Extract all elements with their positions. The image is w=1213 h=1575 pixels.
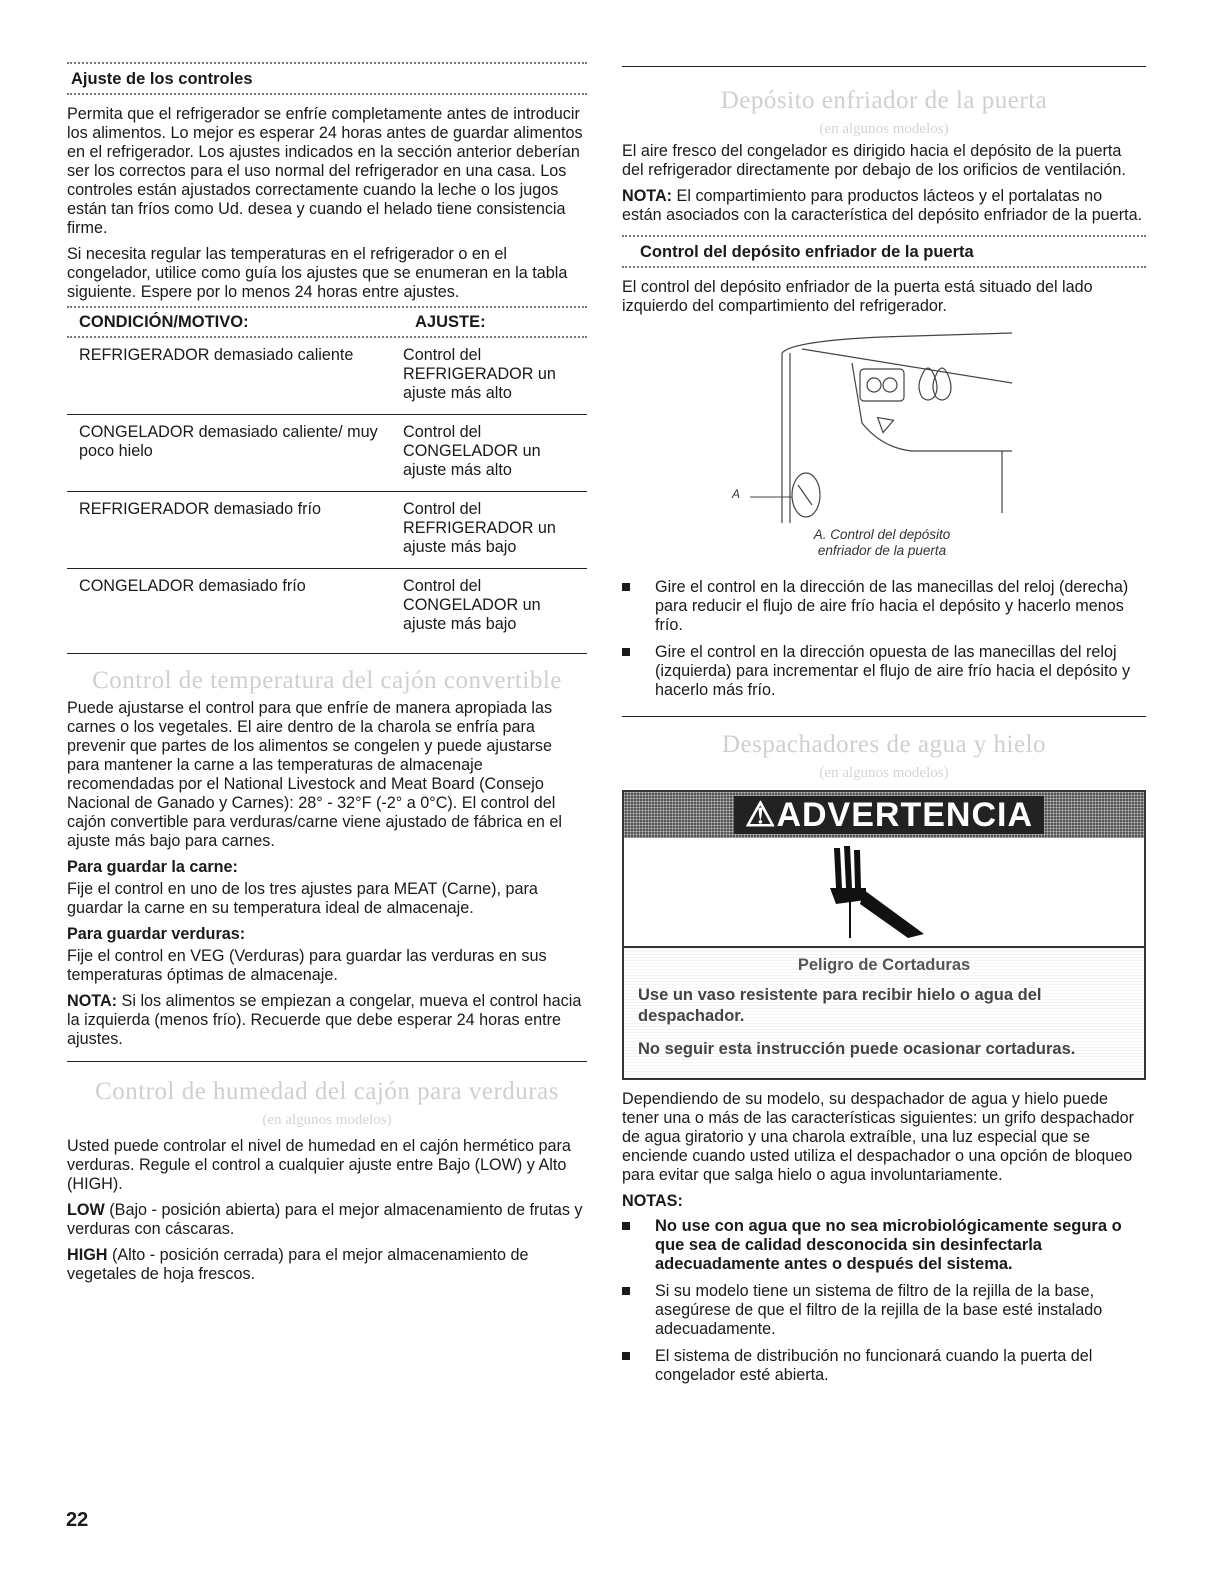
- bullet-icon: [622, 1222, 630, 1230]
- condition-cell: CONGELADOR demasiado frío: [79, 577, 306, 595]
- bullet-icon: [622, 583, 630, 591]
- door-note-text: El compartimiento para productos lácteos y el portalatas no están asociados con la característica del depósito enfriador de la puerta.: [622, 187, 1143, 224]
- section-rule: [622, 716, 1146, 717]
- figure-marker: A: [732, 487, 741, 501]
- warning-banner: [624, 792, 1144, 838]
- dispenser-paragraph: Dependiendo de su modelo, su despachador de agua y hielo puede tener una o más de las características siguientes: un grifo despachador de agua giratorio y una charola extraíble, una luz especial que se enciende cuando usted utiliza el despachador o una opción de bloqueo para evitar que salga hielo o agua involuntariamente.: [622, 1090, 1134, 1184]
- warning-text: No seguir esta instrucción puede ocasionar cortaduras.: [638, 1040, 1076, 1058]
- section-rule: [67, 653, 587, 654]
- table-row: [67, 415, 587, 492]
- warning-text: Use un vaso resistente para recibir hielo o agua del despachador.: [638, 986, 1042, 1025]
- note-text: Si los alimentos se empiezan a congelar, mueva el control hacia la izquierda (menos frío). Recuerde que debe esperar 24 horas entre ajustes.: [67, 992, 582, 1048]
- controls-heading: Ajuste de los controles: [71, 70, 253, 88]
- list-item: Gire el control en la dirección de las manecillas del reloj (derecha) para reducir el flujo de aire frío hacia el depósito y hacerlo menos frío.: [622, 578, 1146, 635]
- meat-text: Fije el control en uno de los tres ajustes para MEAT (Carne), para guardar la carne en su temperatura ideal de almacenaje.: [67, 880, 538, 917]
- humidity-paragraph: Usted puede controlar el nivel de humedad en el cajón hermético para verduras. Regule el control a cualquier ajuste entre Bajo (LOW) y Alto (HIGH).: [67, 1137, 571, 1193]
- section-rule: [622, 66, 1146, 67]
- low-label: LOW: [67, 1201, 105, 1219]
- page-number: 22: [66, 1509, 89, 1531]
- table-row: [67, 569, 587, 646]
- humidity-subheading: (en algunos modelos): [262, 1112, 392, 1128]
- figure-caption: [732, 527, 1032, 559]
- refrigerator-door-bin-illustration: [622, 323, 1146, 543]
- convertible-paragraph: Puede ajustarse el control para que enfríe de manera apropiada las carnes o los vegetales. El aire dentro de la charola se enfría para prevenir que partes de los alimentos se congelen y puede ajustarse para mantener la carne a las temperaturas de almacenaje recomendadas por el National Livestock and Meat Board (Consejo Nacional de Ganado y Carnes): 28° - 32°F (-2° a 0°C). El control del cajón convertible para verduras/carne viene ajustado de fábrica en el ajuste más bajo para carnes.: [67, 699, 562, 850]
- left-column: [67, 62, 587, 1291]
- humidity-heading: Control de humedad del cajón para verduras: [95, 1078, 559, 1105]
- bullet-icon: [622, 1352, 630, 1360]
- divider: [67, 93, 587, 95]
- veg-text: Fije el control en VEG (Verduras) para guardar las verduras en sus temperaturas óptimas de almacenaje.: [67, 947, 547, 984]
- warning-box: [622, 790, 1146, 1080]
- setting-cell: Control del REFRIGERADOR un ajuste más bajo: [379, 492, 587, 569]
- warning-body: [624, 948, 1144, 1078]
- condition-cell: REFRIGERADOR demasiado caliente: [67, 338, 379, 415]
- notes-bullets: [622, 1217, 1146, 1385]
- high-label: HIGH: [67, 1246, 108, 1264]
- door-bin-figure: [622, 323, 1146, 568]
- figure-caption-line: enfriador de la puerta: [817, 543, 947, 558]
- list-item: Si su modelo tiene un sistema de filtro de la rejilla de la base, asegúrese de que el filtro de la rejilla de la base esté instalado adecuadamente.: [622, 1282, 1146, 1339]
- setting-cell: Control del CONGELADOR un ajuste más alto: [379, 415, 587, 492]
- low-text: (Bajo - posición abierta) para el mejor almacenamiento de frutas y verduras con cáscaras.: [67, 1201, 583, 1238]
- meat-label: Para guardar la carne:: [67, 858, 238, 876]
- condition-cell: CONGELADOR demasiado caliente/ muy poco hielo: [67, 415, 379, 492]
- setting-header: AJUSTE:: [415, 313, 486, 331]
- veg-label: Para guardar verduras:: [67, 925, 246, 943]
- door-control-heading: Control del depósito enfriador de la puerta: [640, 243, 974, 261]
- table-row: [67, 492, 587, 569]
- warning-icon-area: [624, 838, 1144, 948]
- right-column: [622, 66, 1146, 1393]
- note-label: NOTA:: [67, 992, 118, 1010]
- door-bin-heading: Depósito enfriador de la puerta: [720, 87, 1048, 114]
- door-bin-paragraph: El aire fresco del congelador es dirigido hacia el depósito de la puerta del refrigerador directamente por debajo de los orificios de ventilación.: [622, 142, 1126, 179]
- list-item: Gire el control en la dirección opuesta de las manecillas del reloj (izquierda) para incrementar el flujo de aire frío hacia el depósito y hacerlo más frío.: [622, 643, 1146, 700]
- door-note-label: NOTA:: [622, 187, 673, 205]
- list-item: No use con agua que no sea microbiológicamente segura o que sea de calidad desconocida sin desinfectarla adecuadamente antes o después del sistema.: [622, 1217, 1146, 1274]
- dispenser-subheading: (en algunos modelos): [819, 765, 949, 781]
- bullet-icon: [622, 1287, 630, 1295]
- condition-header: CONDICIÓN/MOTIVO:: [79, 313, 249, 331]
- list-item: El sistema de distribución no funcionará cuando la puerta del congelador esté abierta.: [622, 1347, 1146, 1385]
- door-bin-bullets: [622, 578, 1146, 700]
- condition-cell: REFRIGERADOR demasiado frío: [67, 492, 379, 569]
- setting-cell: Control del REFRIGERADOR un ajuste más alto: [379, 338, 587, 415]
- door-note-paragraph: [622, 187, 1146, 225]
- settings-table-header: [67, 308, 587, 336]
- door-bin-subheading: (en algunos modelos): [819, 121, 949, 137]
- setting-cell: Control del CONGELADOR un ajuste más bajo: [403, 577, 541, 633]
- settings-table: [67, 338, 587, 645]
- low-paragraph: [67, 1201, 587, 1239]
- controls-paragraph: Si necesita regular las temperaturas en el refrigerador o en el congelador, utilice como guía los ajustes que se enumeran en la tabla siguiente. Espere por lo menos 24 horas entre ajustes.: [67, 245, 568, 301]
- door-control-paragraph: El control del depósito enfriador de la puerta está situado del lado izquierdo del compartimiento del refrigerador.: [622, 278, 1093, 315]
- table-row: [67, 338, 587, 415]
- bullet-icon: [622, 648, 630, 656]
- notes-label: NOTAS:: [622, 1192, 683, 1210]
- warning-label: ⚠ADVERTENCIA: [734, 796, 1044, 834]
- high-paragraph: [67, 1246, 587, 1284]
- divider: [622, 266, 1146, 268]
- dispenser-heading: Despachadores de agua y hielo: [721, 731, 1047, 758]
- high-text: (Alto - posición cerrada) para el mejor almacenamiento de vegetales de hoja frescos.: [67, 1246, 529, 1283]
- warning-triangle-icon: ⚠: [744, 796, 777, 834]
- cut-hazard-icon: [624, 838, 1144, 946]
- convertible-heading: Control de temperatura del cajón convertible: [92, 667, 562, 694]
- section-rule: [67, 1061, 587, 1062]
- controls-paragraph: Permita que el refrigerador se enfríe completamente antes de introducir los alimentos. Lo mejor es esperar 24 horas antes de guardar alimentos en el refrigerador. Los ajustes indicados en la sección anterior deberían ser los correctos para el uso normal del refrigerador en una casa. Los controles están ajustados correctamente cuando la leche o los jugos están tan fríos como Ud. desea y cuando el helado tiene consistencia firme.: [67, 105, 583, 237]
- figure-caption-line: A. Control del depósito: [813, 527, 951, 542]
- warning-title: Peligro de Cortaduras: [797, 956, 971, 974]
- note-paragraph: [67, 992, 587, 1049]
